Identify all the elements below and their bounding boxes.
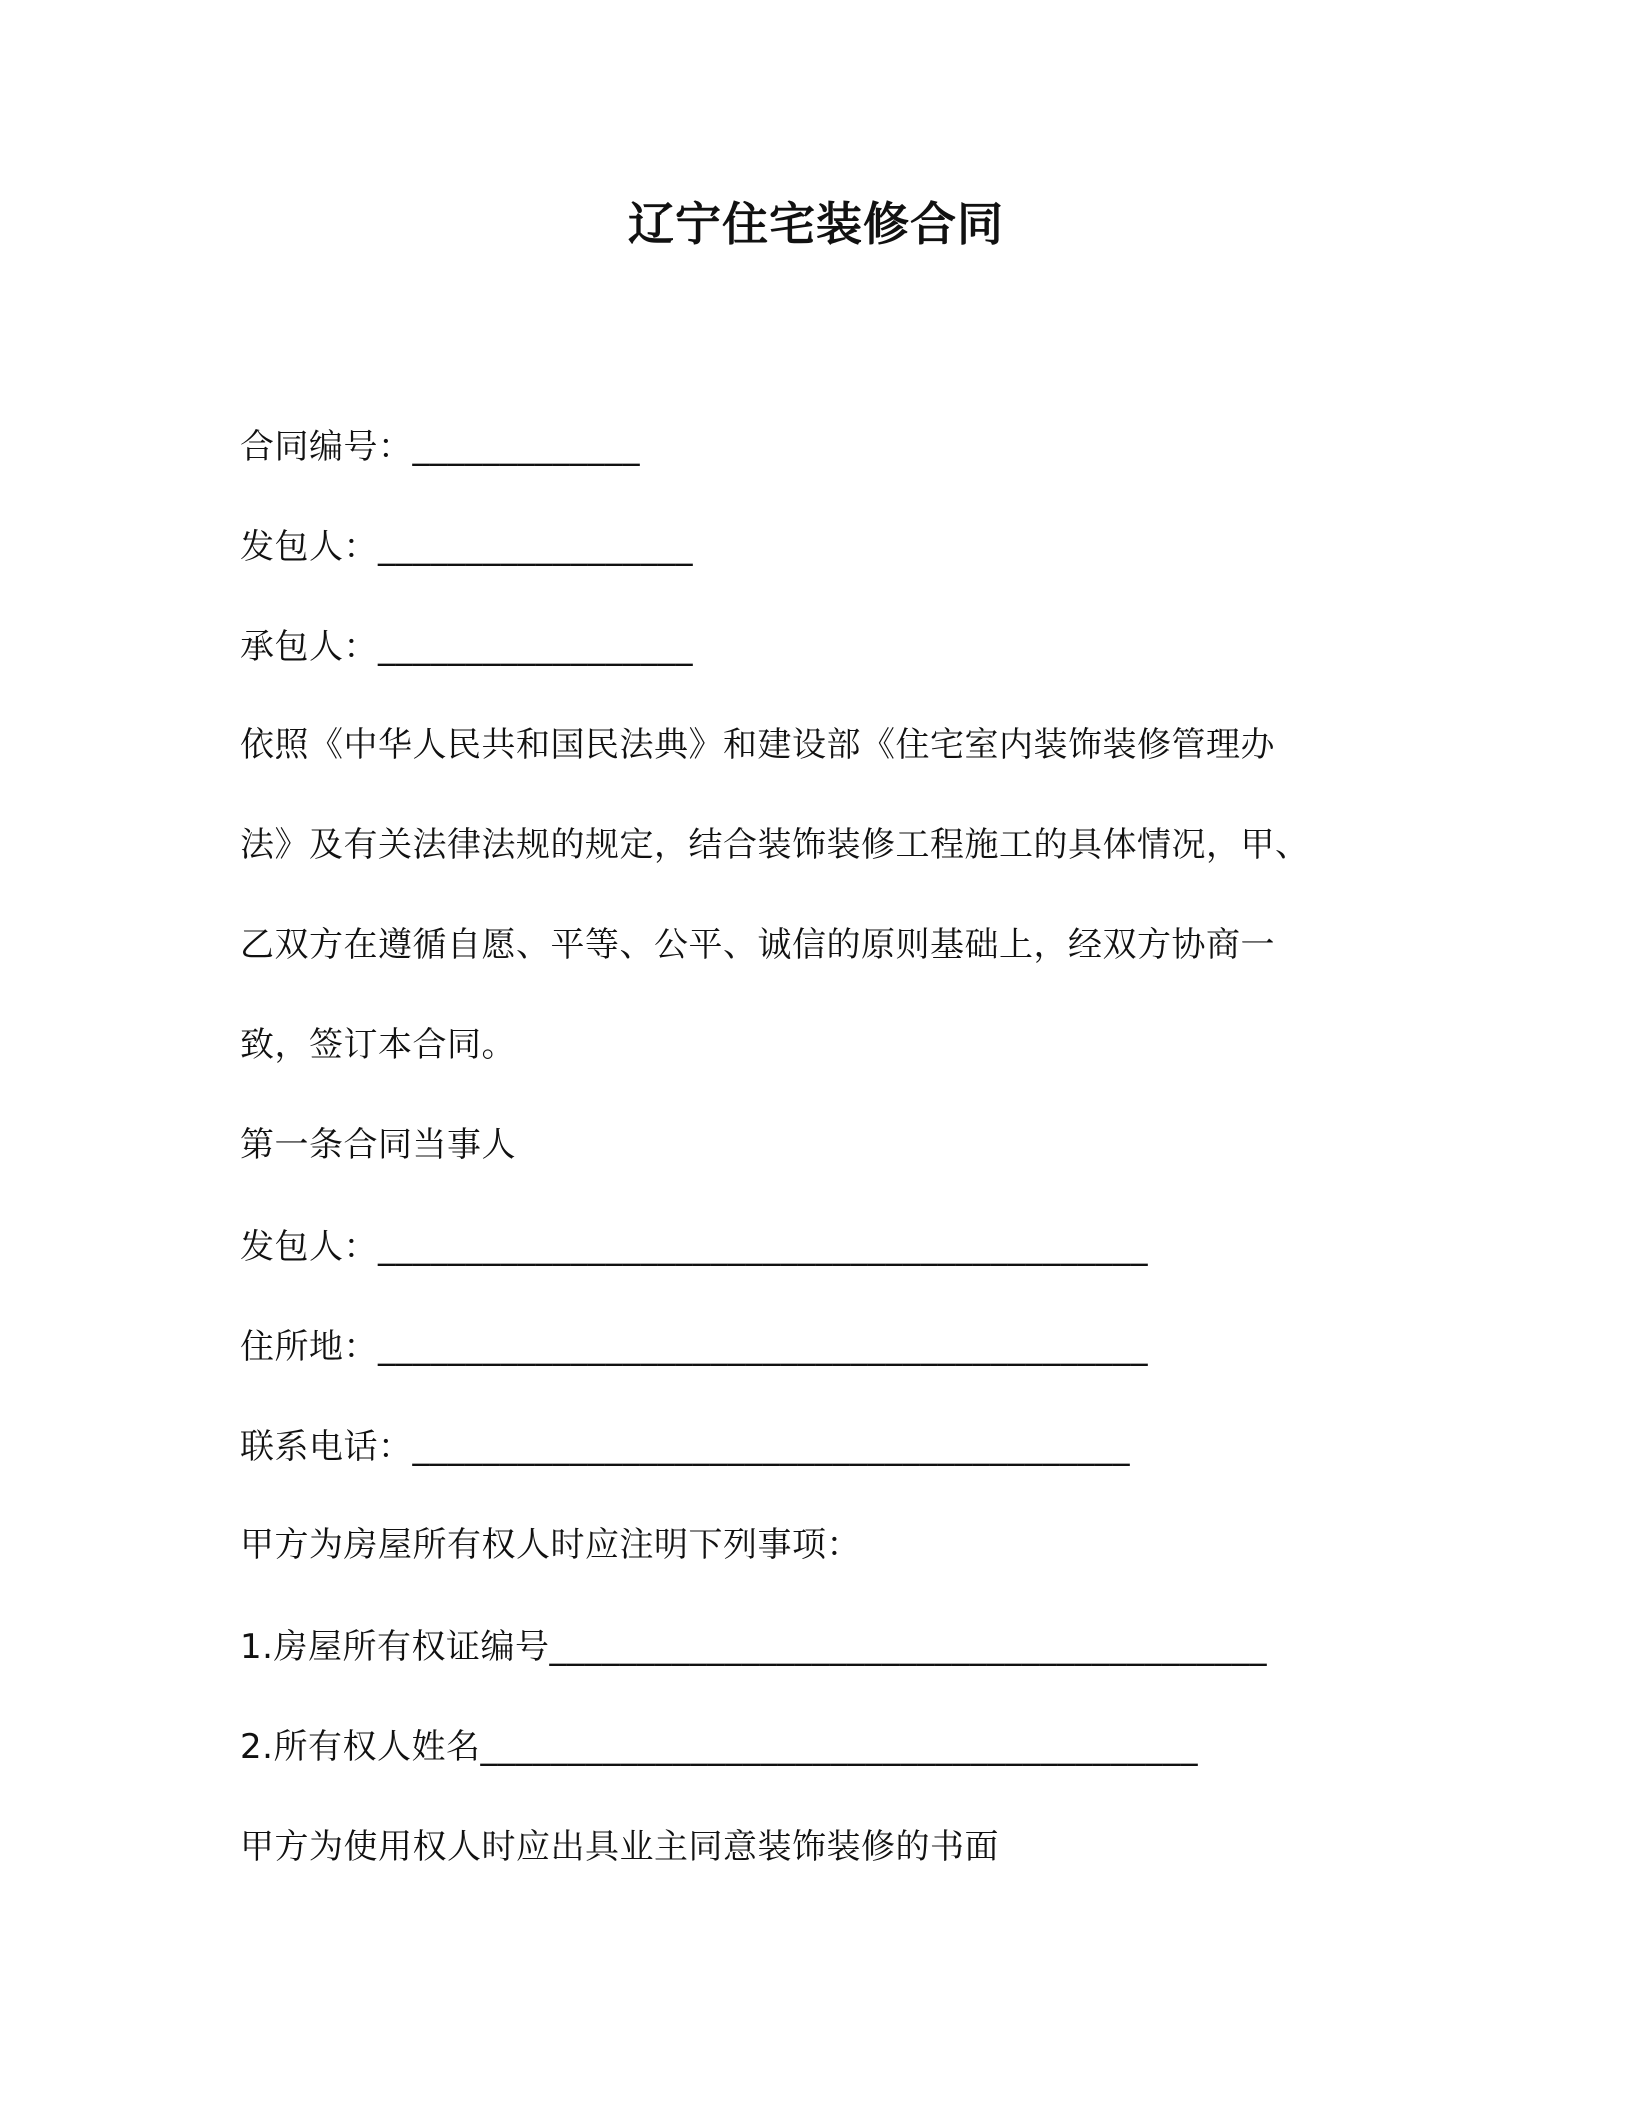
property-certificate-line: 1.房屋所有权证编号_________________________________________ [240,1627,1267,1667]
article-1-heading: 第一条合同当事人 [240,1125,516,1165]
employer-line: 发包人：__________________ [240,527,693,567]
user-right-notice-line: 甲方为使用权人时应出具业主同意装饰装修的书面 [240,1827,999,1867]
owner-notice-line: 甲方为房屋所有权人时应注明下列事项： [240,1525,861,1565]
document-title: 辽宁住宅装修合同 [628,197,1004,251]
preamble-line-2: 法》及有关法律法规的规定，结合装饰装修工程施工的具体情况，甲、 [240,825,1310,865]
party-employer-line: 发包人：____________________________________________ [240,1227,1148,1267]
preamble-line-3: 乙双方在遵循自愿、平等、公平、诚信的原则基础上，经双方协商一 [240,925,1275,965]
contract-number-line: 合同编号：_____________ [240,427,640,467]
contractor-line: 承包人：__________________ [240,627,693,667]
preamble-line-4: 致，签订本合同。 [240,1025,516,1065]
party-phone-line: 联系电话：_________________________________________ [240,1427,1130,1467]
party-address-line: 住所地：____________________________________________ [240,1327,1148,1367]
owner-name-line: 2.所有权人姓名_________________________________________ [240,1727,1198,1767]
preamble-line-1: 依照《中华人民共和国民法典》和建设部《住宅室内装饰装修管理办 [240,725,1275,765]
